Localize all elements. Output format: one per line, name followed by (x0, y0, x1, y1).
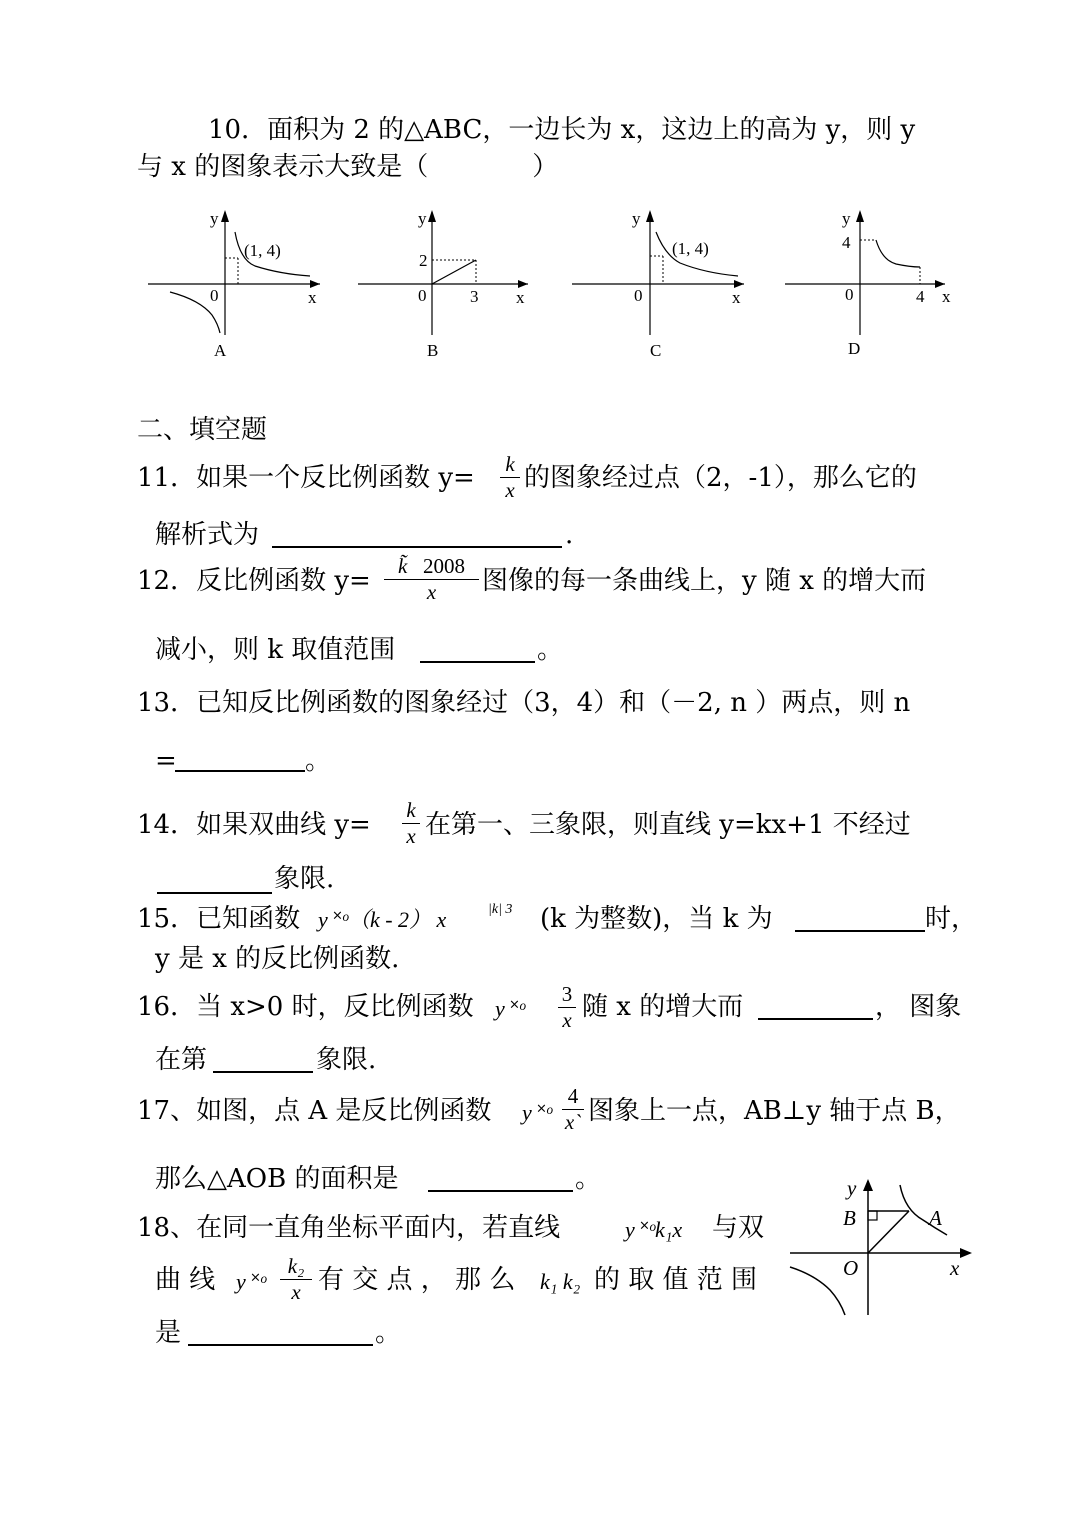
q16-post: 随 x 的增大而 (582, 992, 744, 1022)
graph-b-label: B (427, 341, 439, 360)
svg-text:4: 4 (916, 287, 925, 306)
q16-fraction: $\frac{3}{x}$ (558, 982, 576, 1033)
svg-text:B: B (843, 1206, 856, 1230)
q18-fraction: $\frac{\text{k₂}}{x}$ (280, 1254, 312, 1305)
q18-line2a: 曲 线 (155, 1265, 216, 1295)
q11-line2: 解析式为 (155, 520, 260, 550)
q14-post: 在第一、三象限，则直线 y=kx+1 不经过 (425, 810, 911, 840)
svg-text:0: 0 (634, 286, 643, 305)
q17-pre: 17、如图，点 A 是反比例函数 (137, 1096, 492, 1126)
svg-text:x: x (950, 1256, 960, 1280)
q15-mid: (k 为整数)，当 k 为 (540, 904, 773, 934)
q14-fraction: $\frac{k}{x}$ (402, 798, 420, 849)
svg-text:y: y (847, 1176, 857, 1200)
q10-line2: 与 x 的图象表示大致是（ ） (137, 152, 559, 182)
svg-text:x: x (308, 288, 317, 307)
q18-line1a: 18、在同一直角坐标平面内，若直线 (137, 1213, 561, 1243)
q10-graphs (140, 200, 970, 370)
q12-line2: 减小，则 k 取值范围 (155, 635, 396, 665)
q16-answer-blank-1[interactable] (758, 1018, 873, 1020)
svg-text:3: 3 (470, 287, 479, 306)
q10-line1: 10．面积为 2 的△ABC，一边长为 x，这边上的高为 y，则 y (208, 115, 916, 145)
q11-fraction: $\frac{k}{x}$ (500, 452, 520, 503)
svg-text:y: y (842, 209, 851, 228)
q14-pre: 14．如果双曲线 y= (137, 810, 371, 840)
svg-text:y: y (210, 209, 219, 228)
graph-c (572, 209, 744, 360)
section-title: 二、填空题 (137, 415, 268, 445)
svg-text:x: x (516, 288, 525, 307)
svg-text:x: x (942, 287, 951, 306)
q15-pre: 15．已知函数 (137, 904, 301, 934)
q16-pre: 16．当 x>0 时，反比例函数 (137, 992, 474, 1022)
q18-formula1: y ˟ᵒk₁x (625, 1217, 683, 1242)
q17-line2: 那么△AOB 的面积是 (155, 1164, 399, 1194)
q18-answer-blank[interactable] (188, 1344, 373, 1346)
q12-answer-blank[interactable] (420, 661, 535, 663)
q12-fraction: $\frac{k̃ 2008}{x}$ (384, 554, 479, 605)
svg-text:y: y (418, 209, 427, 228)
q13-line2: = (155, 746, 177, 776)
graph-c-point: (1, 4) (672, 239, 709, 258)
graph-d (785, 209, 951, 358)
svg-text:0: 0 (418, 286, 427, 305)
graph-a-label: A (214, 341, 227, 360)
q17-answer-blank[interactable] (428, 1190, 573, 1192)
graph-c-label: C (650, 341, 662, 360)
q15-exponent: |k| 3 (488, 902, 513, 917)
q14-line2: 象限. (274, 864, 335, 894)
graph-a-point: (1, 4) (244, 241, 281, 260)
svg-text:O: O (843, 1256, 859, 1280)
q17-formula: y ˟ᵒ (522, 1100, 552, 1125)
svg-text:A: A (929, 1206, 942, 1230)
graph-b (358, 209, 528, 360)
graph-a (148, 209, 320, 360)
svg-text:2: 2 (419, 251, 428, 270)
svg-text:0: 0 (845, 285, 854, 304)
q17-figure (785, 1175, 975, 1320)
q11-answer-blank[interactable] (272, 546, 562, 548)
svg-text:0: 0 (210, 286, 219, 305)
q17-post: 图象上一点，AB⊥y 轴于点 B， (588, 1096, 961, 1126)
q11-pre: 11．如果一个反比例函数 y= (137, 463, 475, 493)
q16-answer-blank-2[interactable] (213, 1071, 313, 1073)
q11-post: 的图象经过点（2，-1），那么它的 (524, 463, 917, 493)
q15-line2: y 是 x 的反比例函数. (155, 944, 400, 974)
q12-post: 图像的每一条曲线上，y 随 x 的增大而 (482, 566, 927, 596)
q16-line2a: 在第 (155, 1045, 208, 1075)
q14-answer-blank[interactable] (157, 892, 272, 894)
q13-answer-blank[interactable] (175, 770, 305, 772)
svg-text:x: x (732, 288, 741, 307)
graph-d-label: D (848, 339, 861, 358)
q17-fraction: $\frac{4}{x`}$ (562, 1084, 584, 1135)
svg-text:y: y (632, 209, 641, 228)
q16-formula: y ˟ᵒ (495, 996, 525, 1021)
q15-formula: y ˟ᵒ（k - 2） x (318, 907, 447, 932)
svg-text:4: 4 (842, 233, 851, 252)
q13-line1: 13．已知反比例函数的图象经过（3，4）和（－2, n ）两点，则 n (137, 688, 911, 718)
q15-answer-blank[interactable] (795, 930, 925, 932)
q12-pre: 12．反比例函数 y= (137, 566, 371, 596)
q18-line3: 是 (155, 1318, 182, 1348)
